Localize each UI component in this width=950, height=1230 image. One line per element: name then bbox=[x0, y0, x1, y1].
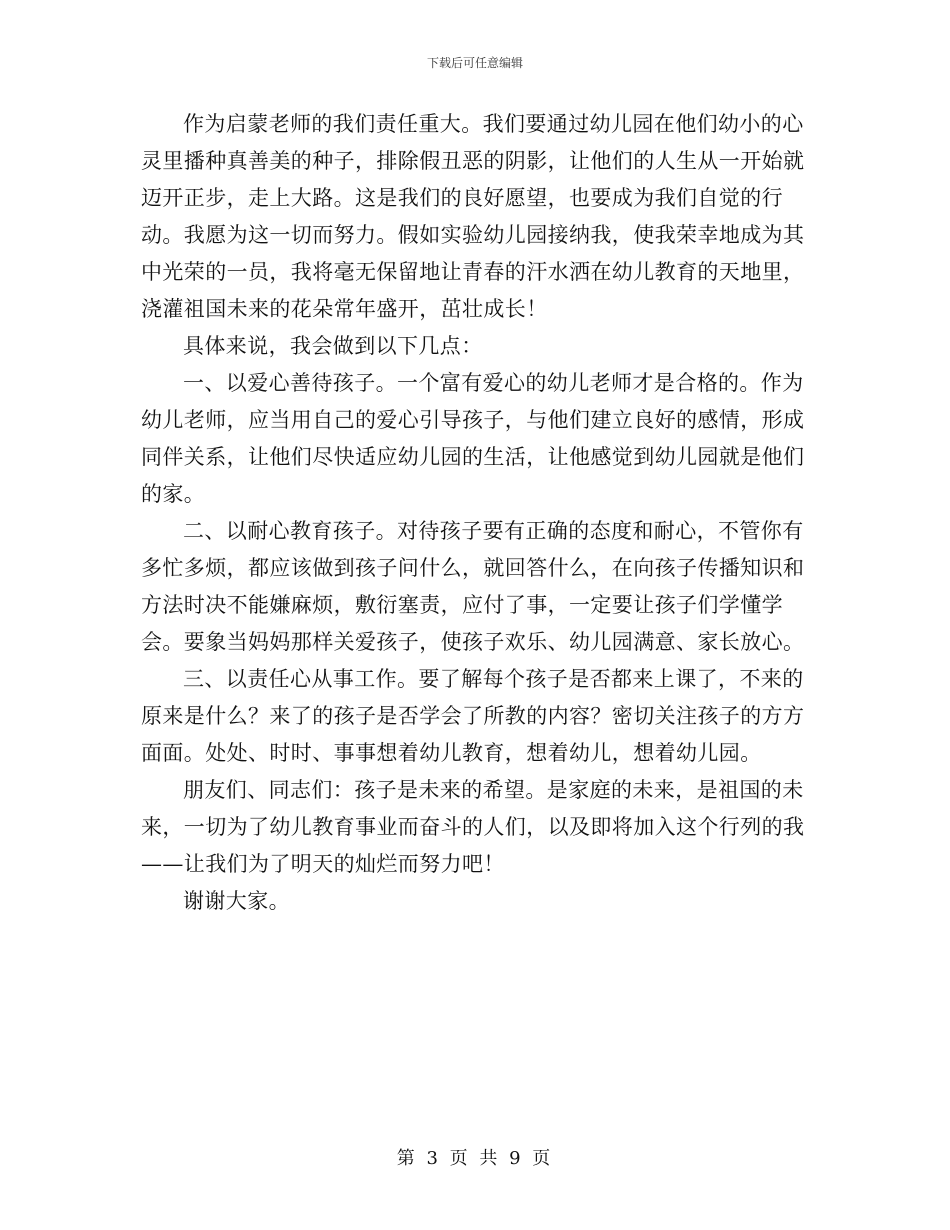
paragraph-point-two: 二、以耐心教育孩子。对待孩子要有正确的态度和耐心，不管你有多忙多烦，都应该做到孩子问什么，就回答什么，在向孩子传播知识和方法时决不能嫌麻烦，敷衍塞责，应付了事，一定要让孩子们学懂学会。要象当妈妈那样关爱孩子，使孩子欢乐、幼儿园满意、家长放心。 bbox=[141, 519, 805, 654]
paragraph-closing: 朋友们、同志们：孩子是未来的希望。是家庭的未来，是祖国的未来，一切为了幼儿教育事业而奋斗的人们，以及即将加入这个行列的我——让我们为了明天的灿烂而努力吧！ bbox=[141, 778, 805, 876]
paragraph-thanks: 谢谢大家。 bbox=[183, 889, 290, 913]
page-number: 第 3 页 共 9 页 bbox=[396, 1148, 554, 1169]
page-header: 下载后可任意编辑 bbox=[426, 56, 523, 70]
paragraph-point-one: 一、以爱心善待孩子。一个富有爱心的幼儿老师才是合格的。作为幼儿老师，应当用自己的爱心引导孩子，与他们建立良好的感情，形成同伴关系，让他们尽快适应幼儿园的生活，让他感觉到幼儿园就是他们的家。 bbox=[141, 371, 805, 506]
paragraph-points-lead: 具体来说，我会做到以下几点： bbox=[183, 334, 483, 358]
document-body bbox=[141, 106, 805, 920]
paragraph-point-three: 三、以责任心从事工作。要了解每个孩子是否都来上课了，不来的原来是什么？来了的孩子是否学会了所教的内容？密切关注孩子的方方面面。处处、时时、事事想着幼儿教育，想着幼儿，想着幼儿园。 bbox=[141, 667, 805, 765]
paragraph-intro: 作为启蒙老师的我们责任重大。我们要通过幼儿园在他们幼小的心灵里播种真善美的种子，排除假丑恶的阴影，让他们的人生从一开始就迈开正步，走上大路。这是我们的良好愿望，也要成为我们自觉的行动。我愿为这一切而努力。假如实验幼儿园接纳我，使我荣幸地成为其中光荣的一员，我将毫无保留地让青春的汗水洒在幼儿教育的天地里，浇灌祖国未来的花朵常年盛开，茁壮成长！ bbox=[141, 112, 805, 321]
